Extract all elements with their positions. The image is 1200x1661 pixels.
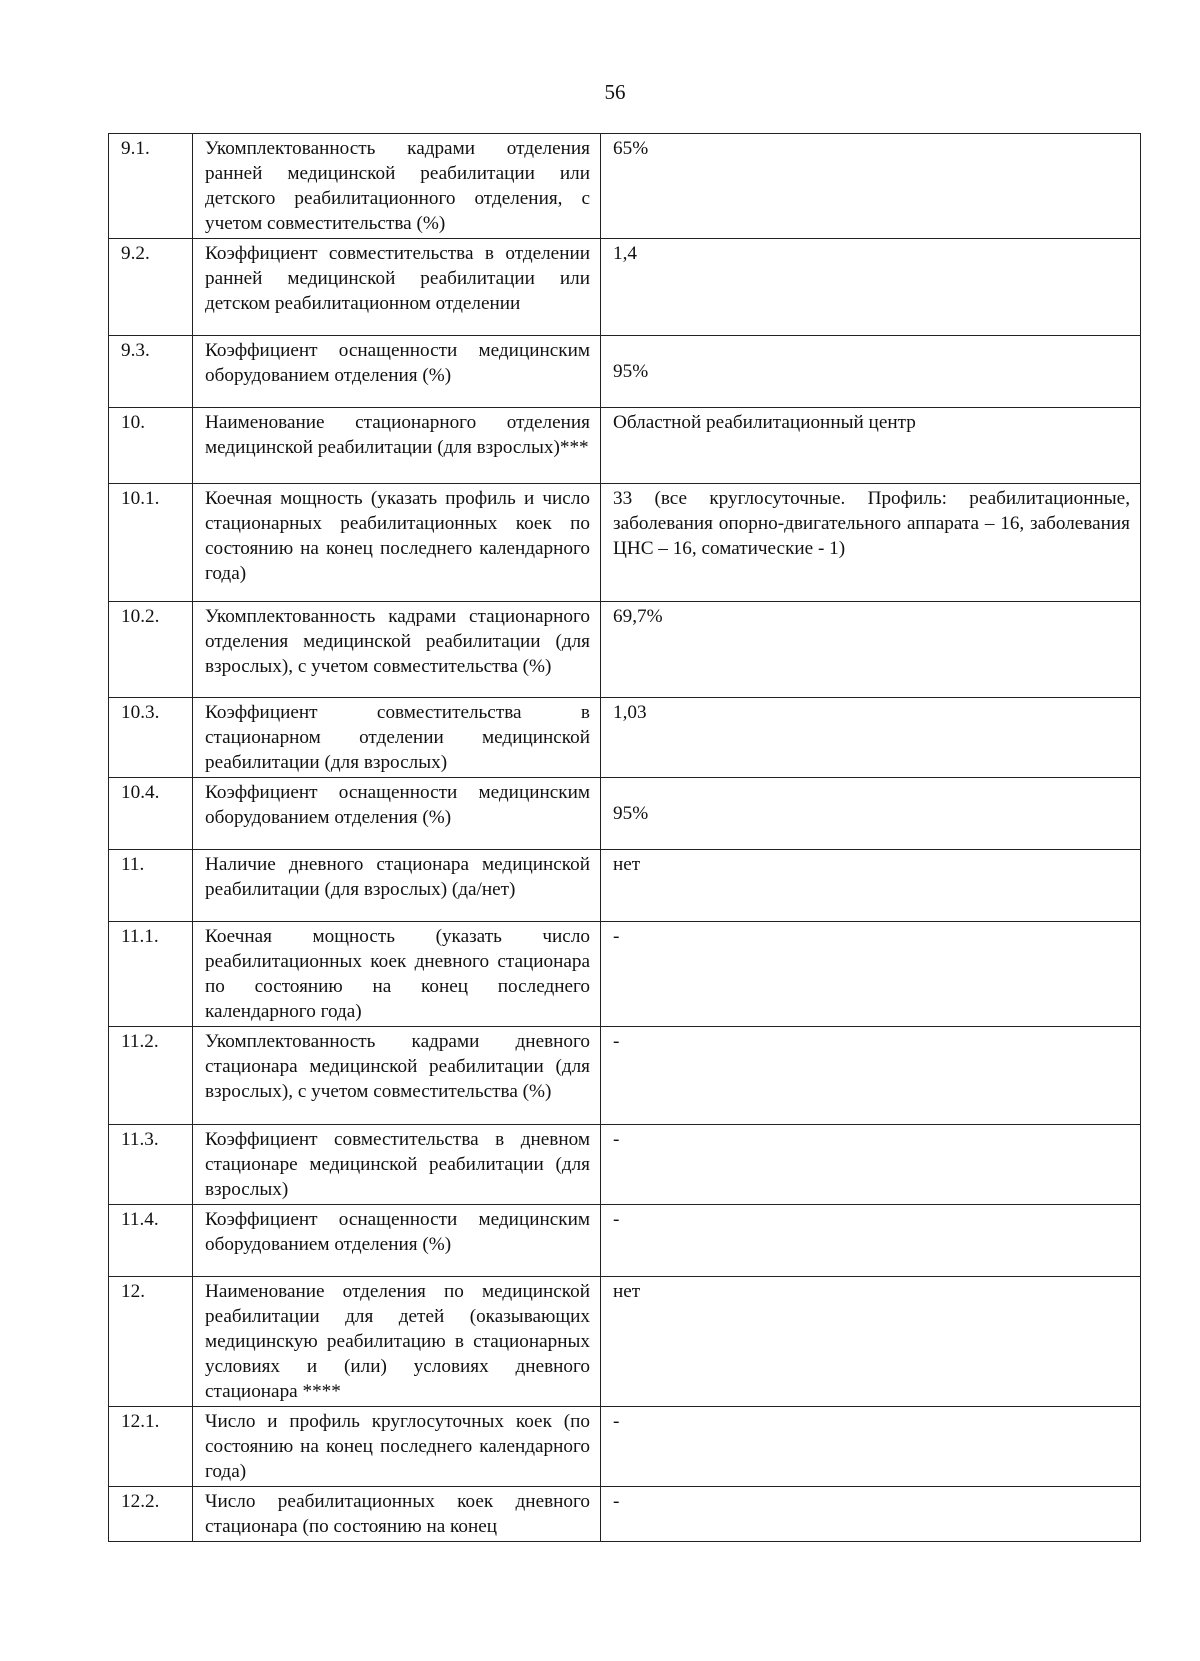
table-row: [109, 1277, 1141, 1407]
table-row: [109, 134, 1141, 239]
row-description: Коэффициент оснащенности медицинским оборудованием отделения (%): [193, 778, 601, 850]
row-value: нет: [601, 850, 1141, 922]
table-row: [109, 698, 1141, 778]
row-number: 10.1.: [109, 484, 193, 602]
table-row: [109, 484, 1141, 602]
row-number: 10.: [109, 408, 193, 484]
row-description: Число реабилитационных коек дневного стационара (по состоянию на конец: [193, 1487, 601, 1542]
row-value: -: [601, 1407, 1141, 1487]
row-number: 11.: [109, 850, 193, 922]
row-number: 12.2.: [109, 1487, 193, 1542]
page-number: 56: [604, 80, 626, 104]
row-number: 10.2.: [109, 602, 193, 698]
row-value: 95%: [601, 336, 1141, 408]
row-description: Укомплектованность кадрами дневного стационара медицинской реабилитации (для взрослых), с учетом совместительства (%): [193, 1027, 601, 1125]
row-value: 65%: [601, 134, 1141, 239]
row-description: Число и профиль круглосуточных коек (по состоянию на конец последнего календарного года): [193, 1407, 601, 1487]
row-number: 9.3.: [109, 336, 193, 408]
table-row: [109, 1205, 1141, 1277]
row-number: 11.2.: [109, 1027, 193, 1125]
row-description: Наличие дневного стационара медицинской реабилитации (для взрослых) (да/нет): [193, 850, 601, 922]
row-value: 33 (все круглосуточные. Профиль: реабилитационные, заболевания опорно-двигательного аппарата – 16, заболевания ЦНС – 16, соматические - 1): [601, 484, 1141, 602]
row-value: -: [601, 1487, 1141, 1542]
row-value: -: [601, 1027, 1141, 1125]
row-value: нет: [601, 1277, 1141, 1407]
row-number: 9.1.: [109, 134, 193, 239]
row-description: Коечная мощность (указать число реабилитационных коек дневного стационара по состоянию на конец последнего календарного года): [193, 922, 601, 1027]
row-number: 11.4.: [109, 1205, 193, 1277]
row-number: 9.2.: [109, 239, 193, 336]
table-row: [109, 239, 1141, 336]
row-number: 11.1.: [109, 922, 193, 1027]
row-value: 95%: [601, 778, 1141, 850]
table-row: [109, 1125, 1141, 1205]
row-description: Наименование отделения по медицинской реабилитации для детей (оказывающих медицинскую реабилитацию в стационарных условиях и (или) условиях дневного стационара ****: [193, 1277, 601, 1407]
row-value: 1,4: [601, 239, 1141, 336]
row-description: Наименование стационарного отделения медицинской реабилитации (для взрослых)***: [193, 408, 601, 484]
row-number: 11.3.: [109, 1125, 193, 1205]
row-description: Укомплектованность кадрами отделения ранней медицинской реабилитации или детского реабилитационного отделения, с учетом совместительства (%): [193, 134, 601, 239]
table-row: [109, 408, 1141, 484]
row-number: 12.: [109, 1277, 193, 1407]
row-description: Коэффициент совместительства в отделении ранней медицинской реабилитации или детском реабилитационном отделении: [193, 239, 601, 336]
row-number: 12.1.: [109, 1407, 193, 1487]
row-description: Укомплектованность кадрами стационарного отделения медицинской реабилитации (для взрослых), с учетом совместительства (%): [193, 602, 601, 698]
row-description: Коэффициент оснащенности медицинским оборудованием отделения (%): [193, 1205, 601, 1277]
row-value: 1,03: [601, 698, 1141, 778]
row-number: 10.3.: [109, 698, 193, 778]
row-description: Коэффициент совместительства в дневном стационаре медицинской реабилитации (для взрослых): [193, 1125, 601, 1205]
indicators-table: [108, 133, 1141, 1542]
row-value: -: [601, 922, 1141, 1027]
row-description: Коечная мощность (указать профиль и число стационарных реабилитационных коек по состоянию на конец последнего календарного года): [193, 484, 601, 602]
table-row: [109, 850, 1141, 922]
table-row: [109, 922, 1141, 1027]
row-description: Коэффициент оснащенности медицинским оборудованием отделения (%): [193, 336, 601, 408]
table-row: [109, 1027, 1141, 1125]
table-row: [109, 602, 1141, 698]
table-row: [109, 1407, 1141, 1487]
row-value: Областной реабилитационный центр: [601, 408, 1141, 484]
row-number: 10.4.: [109, 778, 193, 850]
row-value: -: [601, 1205, 1141, 1277]
row-value: 69,7%: [601, 602, 1141, 698]
table-row: [109, 1487, 1141, 1542]
row-value: -: [601, 1125, 1141, 1205]
row-description: Коэффициент совместительства в стационарном отделении медицинской реабилитации (для взрослых): [193, 698, 601, 778]
table-row: [109, 336, 1141, 408]
table-row: [109, 778, 1141, 850]
